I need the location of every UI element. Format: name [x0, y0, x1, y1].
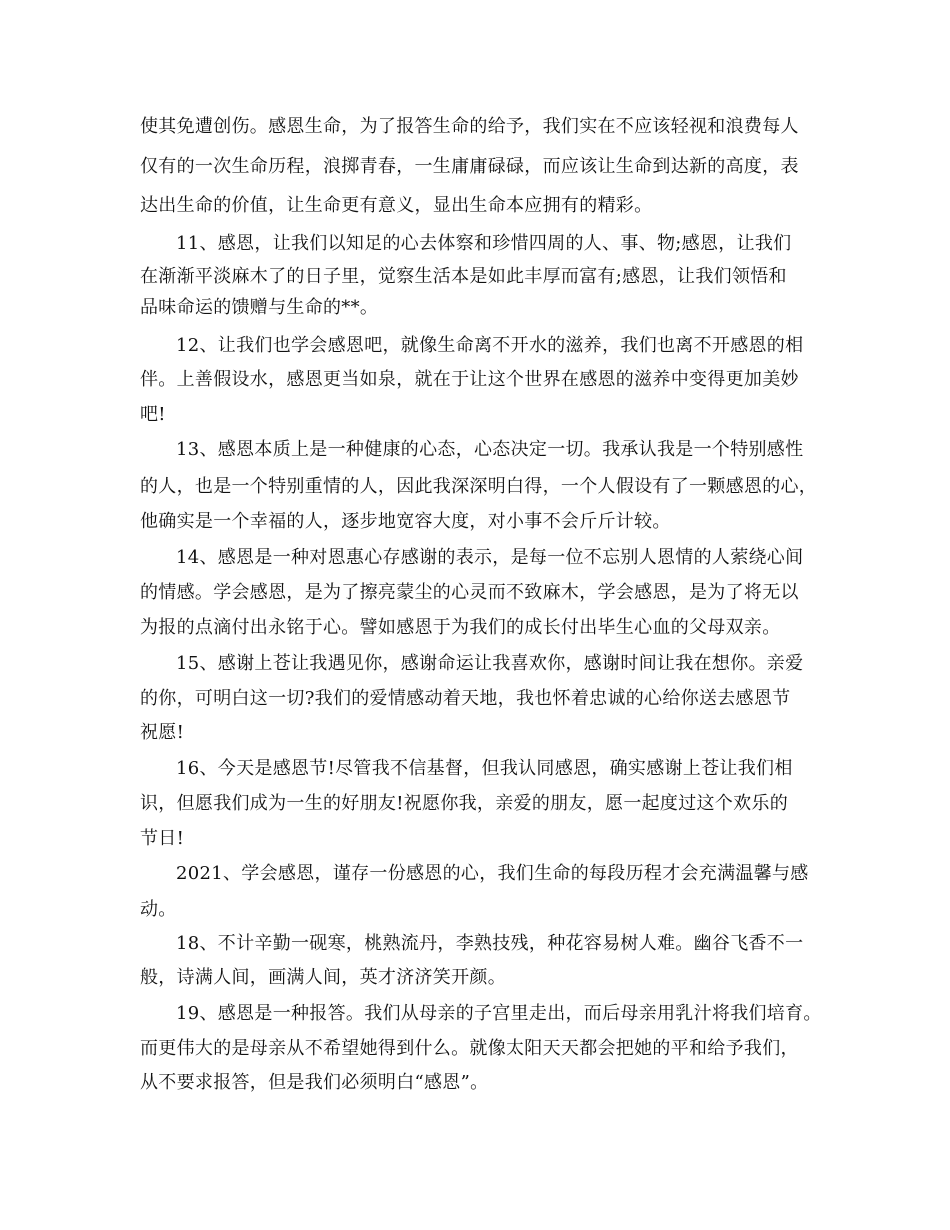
text-line: 16、今天是感恩节!尽管我不信基督，但我认同感恩，确实感谢上苍让我们相 — [176, 758, 793, 779]
text-line: 品味命运的馈赠与生命的**。 — [140, 297, 379, 318]
text-line: 动。 — [140, 899, 177, 920]
text-line: 18、不计辛勤一砚寒，桃熟流丹，李熟技残，种花容易树人难。幽谷飞香不一 — [176, 933, 804, 954]
text-line: 为报的点滴付出永铭于心。譬如感恩于为我们的成长付出毕生心血的父母双亲。 — [140, 617, 781, 638]
text-line: 节日! — [140, 828, 185, 849]
text-line: 般，诗满人间，画满人间，英才济济笑开颜。 — [140, 967, 506, 988]
text-line: 伴。上善假设水，感恩更当如泉，就在于让这个世界在感恩的滋养中变得更加美妙 — [140, 369, 799, 390]
text-line: 14、感恩是一种对恩惠心存感谢的表示，是每一位不忘别人恩情的人萦绕心间 — [176, 547, 804, 568]
text-line: 13、感恩本质上是一种健康的心态，心态决定一切。我承认我是一个特别感性 — [176, 439, 804, 460]
text-line: 他确实是一个幸福的人，逐步地宽容大度，对小事不会斤斤计较。 — [140, 511, 671, 532]
text-line: 使其免遭创伤。感恩生命，为了报答生命的给予，我们实在不应该轻视和浪费每人 — [140, 116, 799, 137]
text-line: 祝愿! — [140, 722, 185, 743]
text-line: 的人，也是一个特别重情的人，因此我深深明白得，一个人假设有了一颗感恩的心， — [140, 476, 818, 497]
text-line: 19、感恩是一种报答。我们从母亲的子宫里走出，而后母亲用乳汁将我们培育。 — [176, 1003, 822, 1024]
text-line: 15、感谢上苍让我遇见你，感谢命运让我喜欢你，感谢时间让我在想你。亲爱 — [176, 653, 804, 674]
text-line: 在渐渐平淡麻木了的日子里，觉察生活本是如此丰厚而富有;感恩，让我们领悟和 — [140, 266, 787, 287]
text-line: 2021、学会感恩，谨存一份感恩的心，我们生命的每段历程才会充满温馨与感 — [176, 863, 809, 884]
text-line: 仅有的一次生命历程，浪掷青春，一生庸庸碌碌，而应该让生命到达新的高度，表 — [140, 156, 799, 177]
text-line: 的你，可明白这一切?我们的爱情感动着天地，我也怀着忠诚的心给你送去感恩节 — [140, 688, 791, 709]
text-line: 而更伟大的是母亲从不希望她得到什么。就像太阳天天都会把她的平和给予我们， — [140, 1038, 799, 1059]
text-line: 从不要求报答，但是我们必须明白“感恩”。 — [140, 1072, 489, 1093]
text-line: 吧! — [140, 404, 166, 425]
text-line: 12、让我们也学会感恩吧，就像生命离不开水的滋养，我们也离不开感恩的相 — [176, 335, 804, 356]
text-line: 识，但愿我们成为一生的好朋友!祝愿你我，亲爱的朋友，愿一起度过这个欢乐的 — [140, 793, 789, 814]
text-line: 11、感恩，让我们以知足的心去体察和珍惜四周的人、事、物;感恩，让我们 — [176, 233, 792, 254]
text-line: 的情感。学会感恩，是为了擦亮蒙尘的心灵而不致麻木，学会感恩，是为了将无以 — [140, 582, 799, 603]
text-line: 达出生命的价值，让生命更有意义，显出生命本应拥有的精彩。 — [140, 195, 653, 216]
